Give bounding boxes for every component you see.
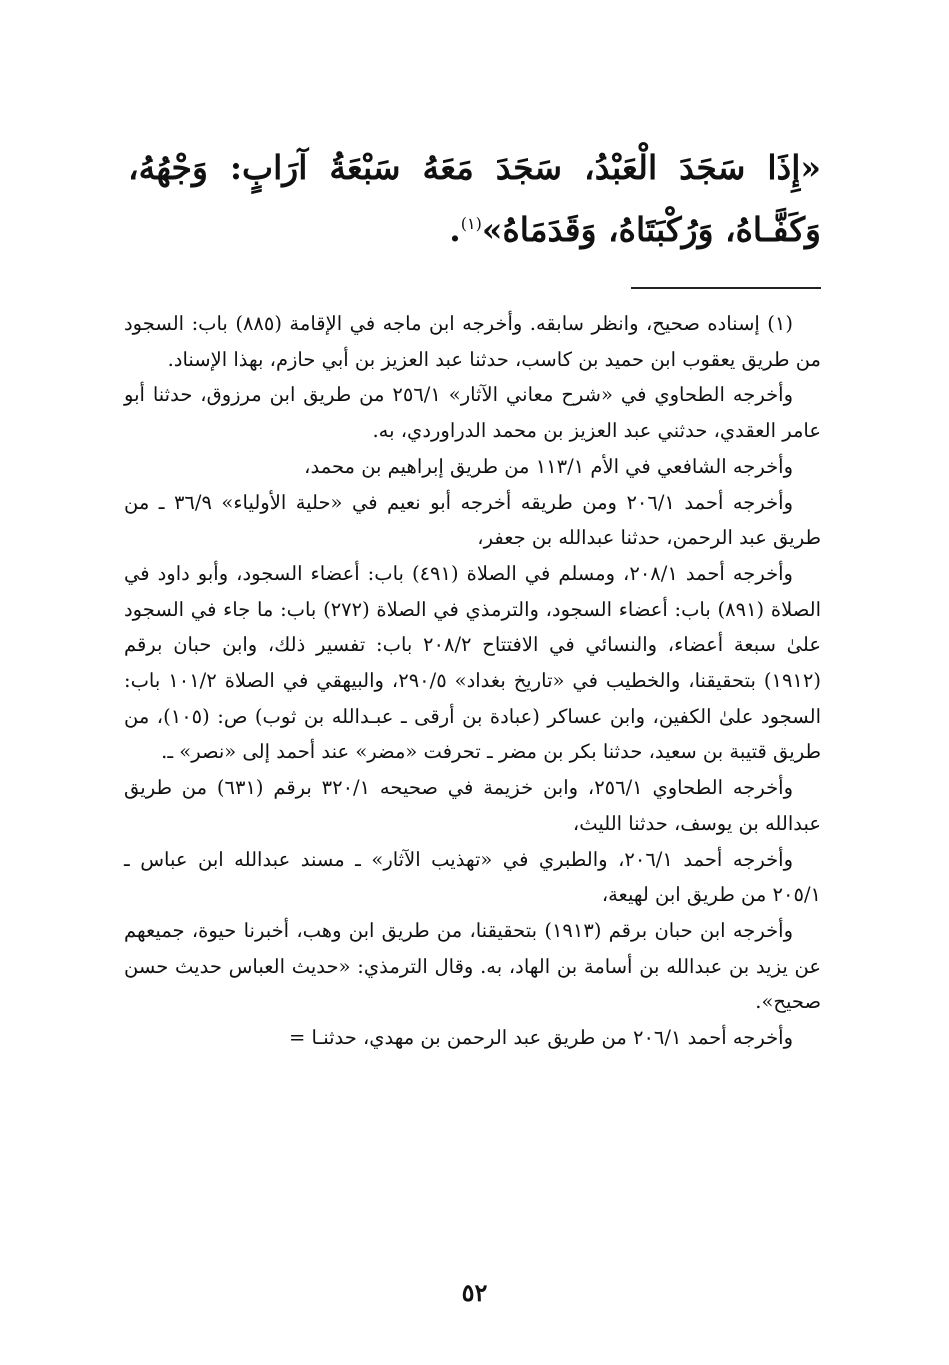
footnotes (124, 306, 821, 1056)
footnote-paragraph: وأخرجه أحمد ٢٠٦/١ من طريق عبد الرحمن بن مهدي، حدثنـا = (289, 1026, 793, 1050)
footnote-paragraph: وأخرجه الشافعي في الأم ١١٣/١ من طريق إبراهيم بن محمد، (304, 454, 793, 478)
footnote-paragraph: (١) إسناده صحيح، وانظر سابقه. وأخرجه ابن ماجه في الإقامة (٨٨٥) باب: السجود من طريق يعقوب ابن حميد بن كاسب، حدثنا عبد العزيز بن أبي حازم، بهذا الإسناد. (124, 312, 821, 371)
footnote-paragraph: وأخرجه الطحاوي ٢٥٦/١، وابن خزيمة في صحيحه ٣٢٠/١ برقم (٦٣١) من طريق عبدالله بن يوسف، حدثنا الليث، (124, 776, 821, 835)
footnote-separator (631, 287, 821, 289)
footnote-paragraph: وأخرجه أحمد ٢٠٦/١، والطبري في «تهذيب الآثار» ـ مسند عبدالله ابن عباس ـ ٢٠٥/١ من طريق ابن لهيعة، (124, 847, 821, 907)
hadith-text (128, 140, 821, 258)
footnote-paragraph: وأخرجه أحمد ٢٠٦/١ ومن طريقه أخرجه أبو نعيم في «حلية الأولياء» ٣٦/٩ ـ من طريق عبد الرحمن، حدثنا عبدالله بن جعفر، (124, 490, 821, 550)
page-number: ٥٢ (461, 1278, 488, 1307)
hadith-body: «إِذَا سَجَدَ الْعَبْدُ، سَجَدَ مَعَهُ سَبْعَةُ آرَابٍ: وَجْهُهُ، وَكَفَّـاهُ، وَرُكْبَتَاهُ، وَقَدَمَاهُ» (128, 148, 821, 249)
footnote-paragraph: وأخرجه الطحاوي في «شرح معاني الآثار» ٢٥٦/١ من طريق ابن مرزوق، حدثنا أبو عامر العقدي، حدثني عبد العزيز بن محمد الدراوردي، به. (124, 383, 821, 443)
footnote-reference: (١) (460, 214, 482, 233)
hadith-end: . (449, 210, 461, 249)
footnote-paragraph: وأخرجه ابن حبان برقم (١٩١٣) بتحقيقنا، من طريق ابن وهب، أخبرنا حيوة، جميعهم عن يزيد بن عبدالله بن أسامة بن الهاد، به. وقال الترمذي: «حديث العباس حديث حسن صحيح». (124, 918, 821, 1014)
footnote-paragraph: وأخرجه أحمد ٢٠٨/١، ومسلم في الصلاة (٤٩١) باب: أعضاء السجود، وأبو داود في الصلاة (٨٩١) باب: أعضاء السجود، والترمذي في الصلاة (٢٧٢) باب: ما جاء في السجود علىٰ سبعة أعضاء، والنسائي في الافتتاح ٢٠٨/٢ باب: تفسير ذلك، وابن حبان برقم (١٩١٢) بتحقيقنا، والخطيب في «تاريخ بغداد» ٢٩٠/٥، والبيهقي في الصلاة ١٠١/٢ باب: السجود علىٰ الكفين، وابن عساكر (عبادة بن أرقى ـ عبـدالله بن ثوب) ص: (١٠٥)، من طريق قتيبة بن سعيد، حدثنا بكر بن مضر ـ تحرفت «مضر» عند أحمد إلى «نصر» ـ. (124, 561, 822, 764)
